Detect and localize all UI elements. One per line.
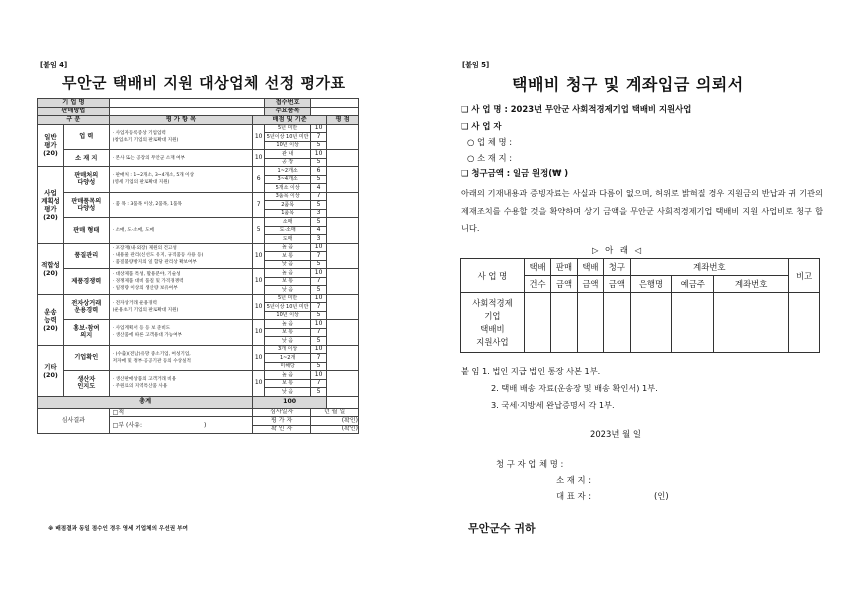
header-holder: 예금주 — [672, 276, 714, 293]
fail-reason-close: ) — [203, 421, 207, 429]
operator-line: ❑ 사 업 자 — [461, 121, 502, 131]
cell-amount[interactable] — [551, 293, 577, 353]
criterion-score: 5 — [311, 158, 327, 167]
item-name: 판매품목의 다양성 — [63, 192, 109, 218]
criterion-score: 7 — [311, 252, 327, 261]
below-marker: ▷ 아 래 ◁ — [592, 245, 644, 255]
location-line: 소 재 지 : — [556, 475, 592, 485]
sales-method-value[interactable] — [109, 107, 265, 116]
recipient: 무안군수 귀하 — [468, 522, 536, 535]
evaluation-form-page — [0, 0, 420, 595]
criterion: 5개소 이상 — [265, 184, 311, 193]
criterion: 도매 — [265, 235, 311, 244]
criterion: 낮 음 — [265, 260, 311, 269]
item-name: 품질관리 — [63, 243, 109, 269]
criterion-score: 5 — [311, 286, 327, 295]
criterion: 낮 음 — [265, 388, 311, 397]
item-description: · 판매처 : 1~2개소, 3~4개소, 5개 이상 (영세 기업의 판로확대 지원) — [109, 167, 253, 193]
criterion: 5년 미만 — [265, 294, 311, 303]
rating-cell[interactable] — [327, 371, 359, 397]
criterion: 3~4개소 — [265, 175, 311, 184]
evaluation-title: 무안군 택배비 지원 대상업체 선정 평가표 — [62, 74, 346, 92]
criterion: 1~2개 — [265, 354, 311, 363]
criterion-score: 10 — [311, 320, 327, 329]
header-business: 사 업 명 — [461, 259, 525, 293]
item-description: · (수출)(전남)유망 중소기업, 여성기업, 저자매 및 정부·공공기관 등의 수상실적 — [109, 345, 253, 371]
header-sales: 판매 — [551, 259, 577, 276]
receipt-no-label: 접수번호 — [265, 99, 311, 108]
criterion-score: 10 — [311, 345, 327, 354]
rating-cell[interactable] — [327, 243, 359, 269]
item-points: 10 — [253, 124, 265, 150]
criterion-score: 10 — [311, 124, 327, 133]
table-row — [38, 269, 359, 278]
header-amount: 금액 — [551, 276, 577, 293]
table-row — [38, 320, 359, 329]
table-row — [38, 345, 359, 354]
criterion-score: 5 — [311, 362, 327, 371]
criterion: 5년이상 10년 미만 — [265, 133, 311, 142]
section-name: 일반 평가 (20) — [38, 124, 64, 167]
criterion: 보 통 — [265, 252, 311, 261]
attachment-item-2: 2. 택배 배송 자료(운송장 및 배송 확인서) 1부. — [491, 383, 658, 393]
result-fail-option[interactable] — [109, 417, 253, 434]
criterion-score: 5 — [311, 388, 327, 397]
item-points: 10 — [253, 345, 265, 371]
section-name: 기타 (20) — [38, 345, 64, 396]
attachment-label: [붙임 5] — [462, 61, 490, 69]
criterion: 3품목 이상 — [265, 192, 311, 201]
header-delivery2: 택배 — [577, 259, 603, 276]
item-name: 판매 형태 — [63, 218, 109, 244]
criterion-score: 5 — [311, 141, 327, 150]
criterion-score: 10 — [311, 269, 327, 278]
criterion-score: 5 — [311, 201, 327, 210]
item-points: 10 — [253, 150, 265, 167]
criterion: 소매 — [265, 218, 311, 227]
criterion: 5년 미만 — [265, 124, 311, 133]
header-items: 평 가 항 목 — [109, 116, 253, 125]
table-row — [38, 167, 359, 176]
table-row — [38, 371, 359, 380]
review-date-label: 심사일자 — [253, 408, 311, 417]
rating-cell[interactable] — [327, 124, 359, 150]
criterion: 낮 음 — [265, 286, 311, 295]
criterion-score: 7 — [311, 354, 327, 363]
company-label: 기 업 명 — [38, 99, 110, 108]
rating-cell[interactable] — [327, 167, 359, 193]
table-row — [38, 192, 359, 201]
criterion: 10년 이상 — [265, 311, 311, 320]
criterion: 2품목 — [265, 201, 311, 210]
criterion-score: 7 — [311, 192, 327, 201]
main-items-label: 주요품목 — [265, 107, 311, 116]
item-name: 제품경쟁력 — [63, 269, 109, 295]
item-name: 판매처의 다양성 — [63, 167, 109, 193]
evaluator-label: 평 가 자 — [253, 417, 311, 426]
claim-table — [460, 258, 820, 353]
criterion-score: 7 — [311, 328, 327, 337]
rating-cell[interactable] — [327, 218, 359, 244]
criterion: 1품목 — [265, 209, 311, 218]
rating-cell[interactable] — [327, 150, 359, 167]
item-points: 10 — [253, 320, 265, 346]
criterion-score: 10 — [311, 371, 327, 380]
criterion-score: 6 — [311, 167, 327, 176]
criterion: 10년 이상 — [265, 141, 311, 150]
item-description: · 대상제품 특성, 활용분야, 기술성 · 경쟁제품 대비 품질 및 가격경쟁력 · 일정량 이상의 생산량 보유여부 — [109, 269, 253, 295]
header-account-no: 계좌번호 — [714, 276, 789, 293]
item-description: · 사업계획서 등 등 보 준비도 · 생산품에 따른 고객용대 가능여부 — [109, 320, 253, 346]
header-amount: 금액 — [604, 276, 630, 293]
item-points: 10 — [253, 269, 265, 295]
fail-reason-label: □부 (사유: — [112, 421, 142, 429]
header-points: 배점 및 기준 — [253, 116, 327, 125]
declaration-paragraph: 아래의 기재내용과 증빙자료는 사실과 다름이 없으며, 허위로 밝혀질 경우 지원금의 반납과 귀 기관의 제재조치를 수용할 것을 확약하며 상기 금액을 무안군 사회적경제기업 택배비 지원 사업비로 청구 합니다. — [461, 188, 823, 233]
item-name: 업 력 — [63, 124, 109, 150]
table-row — [38, 218, 359, 227]
header-delivery: 택배 — [524, 259, 550, 276]
criterion: 높 음 — [265, 269, 311, 278]
item-points: 6 — [253, 167, 265, 193]
criterion: 보 통 — [265, 328, 311, 337]
criterion: 도·소매 — [265, 226, 311, 235]
item-description: · 포장재(내·외장) 제원의 건고성 · 내용물 관리(신선도 유지, 규격품등 사용 등) · 품질불량방지의 일 합당 관리상 확보여부 — [109, 243, 253, 269]
company-line: ○ 업 체 명 : — [467, 137, 513, 147]
criterion-score: 4 — [311, 184, 327, 193]
header-account: 계좌번호 — [630, 259, 789, 276]
item-description: · 본사 또는 공장의 무안군 소재 여부 — [109, 150, 253, 167]
attachment-item-1: 붙 임 1. 법인 지급 법인 통장 사본 1부. — [461, 366, 601, 376]
seal-mark: (인) — [654, 491, 669, 501]
table-row — [38, 294, 359, 303]
sales-method-label: 판매방법 — [38, 107, 110, 116]
header-claim: 청구 — [604, 259, 630, 276]
criterion-score: 5 — [311, 218, 327, 227]
criterion-score: 10 — [311, 150, 327, 159]
table-row — [38, 150, 359, 159]
section-name: 적합성 (20) — [38, 243, 64, 294]
criterion: 1~2개소 — [265, 167, 311, 176]
row-business-name: 사회적경제 기업 택배비 지원사업 — [461, 293, 525, 353]
confirmer-label: 확 인 자 — [253, 425, 311, 434]
criterion-score: 5 — [311, 260, 327, 269]
criterion-score: 7 — [311, 303, 327, 312]
main-items-value[interactable] — [311, 107, 359, 116]
item-name: 홍보·참여 의지 — [63, 320, 109, 346]
criterion-score: 3 — [311, 209, 327, 218]
rating-cell[interactable] — [327, 269, 359, 295]
item-name: 생산자 인지도 — [63, 371, 109, 397]
claimant-line: 청 구 자 업 체 명 : — [496, 459, 564, 469]
section-name: 운송 능력 (20) — [38, 294, 64, 345]
header-category: 구 분 — [38, 116, 110, 125]
address-line: ○ 소 재 지 : — [467, 153, 513, 163]
criterion-score: 10 — [311, 243, 327, 252]
cell-count[interactable] — [524, 293, 550, 353]
header-note: 비고 — [789, 259, 820, 293]
item-description: · 소매, 도·소매, 도매 — [109, 218, 253, 244]
rating-cell[interactable] — [327, 192, 359, 218]
criterion: 미해당 — [265, 362, 311, 371]
criterion-score: 7 — [311, 277, 327, 286]
item-points: 10 — [253, 243, 265, 269]
item-description: · 생산판매상품의 고객거래 비용 · 주원료의 지역특산품 사용 — [109, 371, 253, 397]
criterion: 낮 음 — [265, 337, 311, 346]
criterion: 공 장 — [265, 158, 311, 167]
cell-bank[interactable] — [630, 293, 672, 353]
criterion: 높 음 — [265, 320, 311, 329]
criterion-score: 5 — [311, 175, 327, 184]
cell-amount[interactable] — [577, 293, 603, 353]
confirmer-sign[interactable]: (확인) — [311, 425, 359, 434]
header-bank: 은행명 — [630, 276, 672, 293]
criterion-score: 7 — [311, 133, 327, 142]
item-points: 10 — [253, 294, 265, 320]
header-count: 건수 — [524, 276, 550, 293]
header-score: 평 점 — [327, 116, 359, 125]
evaluation-table — [37, 98, 359, 434]
item-name: 기업확인 — [63, 345, 109, 371]
result-pass-option[interactable]: □적 — [109, 408, 253, 417]
table-row — [38, 243, 359, 252]
attachment-label: [붙임 4] — [40, 61, 68, 69]
total-label: 총계 — [38, 396, 253, 408]
criterion: 보 통 — [265, 379, 311, 388]
evaluator-sign[interactable]: (확인) — [311, 417, 359, 426]
item-points: 5 — [253, 218, 265, 244]
business-name-line: ❑ 사 업 명 : 2023년 무안군 사회적경제기업 택배비 지원사업 — [461, 104, 692, 114]
attachment-item-3: 3. 국세·지방세 완납증명서 각 1부. — [491, 400, 615, 410]
item-points: 7 — [253, 192, 265, 218]
table-row — [38, 124, 359, 133]
criterion: 관 내 — [265, 150, 311, 159]
review-date-value: 년 월 일 — [311, 408, 359, 417]
criterion-score: 10 — [311, 294, 327, 303]
cell-note[interactable] — [789, 293, 820, 353]
total-value: 100 — [253, 396, 327, 408]
criterion-score: 4 — [311, 226, 327, 235]
rating-cell[interactable] — [327, 320, 359, 346]
rating-cell[interactable] — [327, 345, 359, 371]
item-description: · 사업자등록증상 기업업력 (창업초기 기업의 판로확대 지원) — [109, 124, 253, 150]
criterion: 보 통 — [265, 277, 311, 286]
item-points: 10 — [253, 371, 265, 397]
claim-title: 택배비 청구 및 계좌입금 의뢰서 — [512, 75, 744, 94]
criterion: 3개 이상 — [265, 345, 311, 354]
criterion-score: 7 — [311, 379, 327, 388]
criterion-score: 5 — [311, 337, 327, 346]
footnote: ※ 배점결과 동일 점수인 경우 영세 기업체의 우선권 부여 — [48, 526, 188, 532]
cell-account-no[interactable] — [714, 293, 789, 353]
item-description: · 품 목 : 3품목 이상, 2품목, 1품목 — [109, 192, 253, 218]
company-value[interactable] — [109, 99, 265, 108]
form-date: 2023년 월 일 — [590, 429, 641, 439]
receipt-no-value[interactable] — [311, 99, 359, 108]
total-score[interactable] — [327, 396, 359, 408]
result-label: 심사결과 — [38, 408, 110, 434]
item-name: 소 재 지 — [63, 150, 109, 167]
item-name: 전자상거래 운용경력 — [63, 294, 109, 320]
cell-holder[interactable] — [672, 293, 714, 353]
criterion-score: 5 — [311, 311, 327, 320]
claim-form-page — [420, 0, 841, 595]
amount-line: ❑ 청구금액 : 일금 원정(₩ ) — [461, 168, 569, 178]
rating-cell[interactable] — [327, 294, 359, 320]
representative-line: 대 표 자 : — [556, 491, 592, 501]
criterion-score: 3 — [311, 235, 327, 244]
criterion: 5년이상 10년 미만 — [265, 303, 311, 312]
criterion: 높 음 — [265, 243, 311, 252]
section-name: 사업 계획성 평가 (20) — [38, 167, 64, 244]
criterion: 높 음 — [265, 371, 311, 380]
cell-amount[interactable] — [604, 293, 630, 353]
item-description: · 전자상거래 운용경력 (운용초기 기업의 판로확대 지원) — [109, 294, 253, 320]
header-amount: 금액 — [577, 276, 603, 293]
